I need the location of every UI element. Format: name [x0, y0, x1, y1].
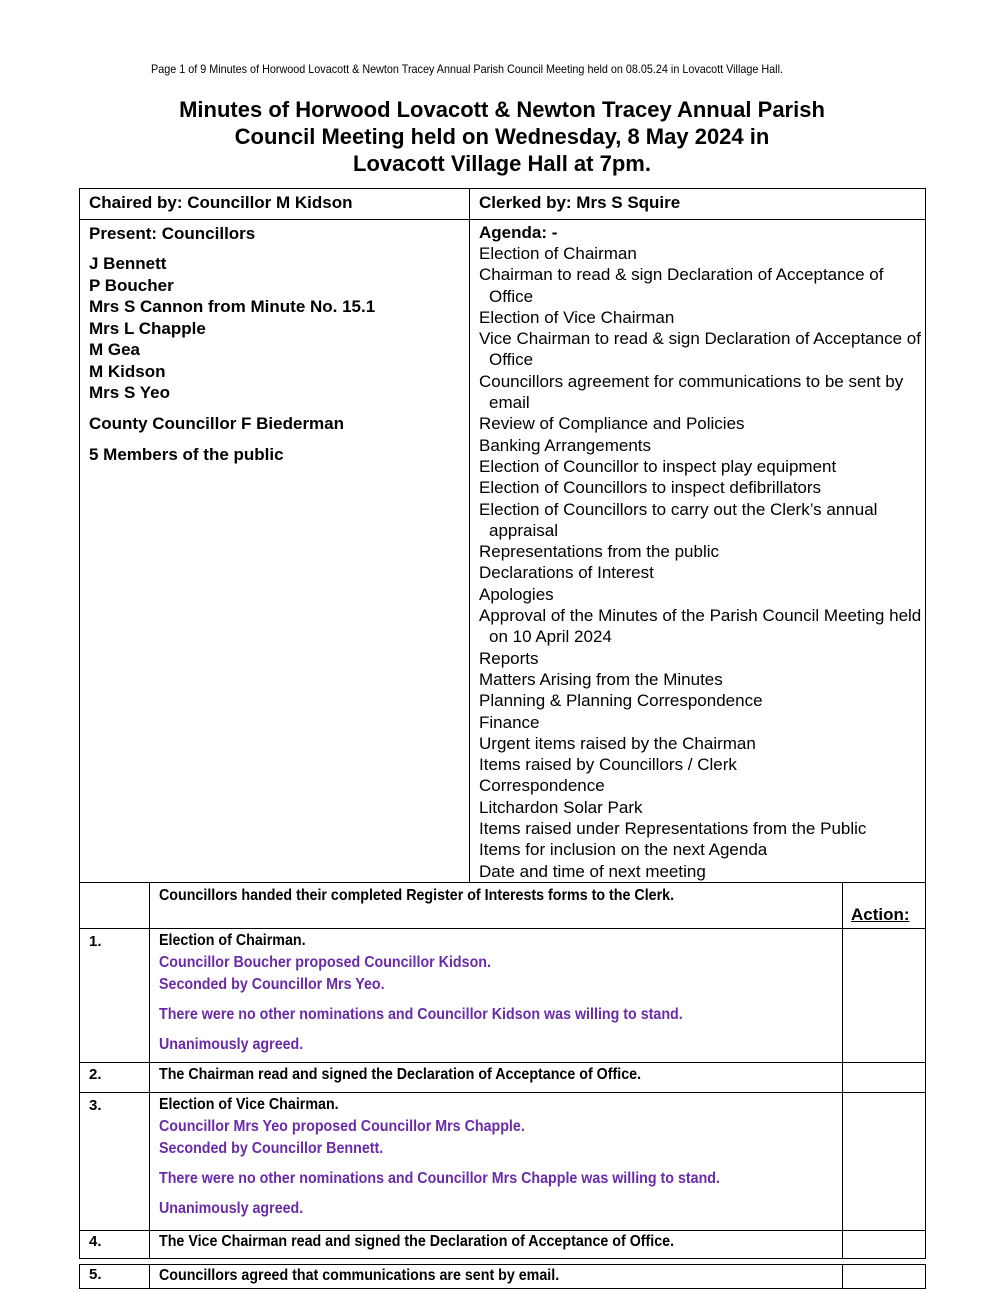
minute-line: Councillor Boucher proposed Councillor Kidson. — [159, 954, 491, 971]
agenda-item: Litchardon Solar Park — [479, 797, 643, 817]
action-cell — [843, 929, 926, 1063]
table-row — [80, 1231, 926, 1259]
minute-body — [150, 1063, 843, 1093]
minute-heading: Councillors agreed that communications are sent by email. — [159, 1267, 560, 1284]
action-column-header — [843, 883, 926, 929]
agenda-item: Matters Arising from the Minutes — [479, 669, 723, 689]
agenda-item: Correspondence — [479, 776, 605, 796]
minute-number: 2. — [80, 1063, 150, 1093]
minute-body — [150, 1093, 843, 1231]
agenda-item: Chairman to read & sign Declaration of Acceptance of Office — [479, 265, 884, 306]
minute-line: Seconded by Councillor Bennett. — [159, 1140, 384, 1157]
councillor: M Kidson — [89, 361, 166, 381]
register-note: Councillors handed their completed Register of Interests forms to the Clerk. — [159, 887, 675, 904]
minute-number — [80, 883, 150, 929]
councillor: Mrs L Chapple — [89, 318, 206, 338]
agenda-item: Election of Councillor to inspect play equipment — [479, 456, 837, 476]
agenda-item: Apologies — [479, 584, 554, 604]
action-cell — [843, 1265, 926, 1289]
agenda-item: Review of Compliance and Policies — [479, 414, 745, 434]
action-cell — [843, 1231, 926, 1259]
title-line-1: Minutes of Horwood Lovacott & Newton Tracey Annual Parish — [179, 97, 825, 122]
councillor: Mrs S Yeo — [89, 383, 170, 402]
agenda-item: Election of Vice Chairman — [479, 307, 675, 327]
action-cell — [843, 1093, 926, 1231]
agenda-item: Election of Chairman — [479, 244, 637, 263]
agenda-item: Items for inclusion on the next Agenda — [479, 840, 768, 860]
minutes-table — [79, 882, 926, 1289]
document-title — [100, 96, 904, 177]
present-cell — [80, 220, 470, 883]
members-of-public: 5 Members of the public — [89, 444, 284, 464]
minute-body — [150, 883, 843, 929]
minute-body — [150, 1231, 843, 1259]
agenda-item: Urgent items raised by the Chairman — [479, 733, 756, 753]
minute-heading: Election of Chairman. — [159, 932, 306, 949]
table-row — [80, 929, 926, 1063]
agenda-item: Approval of the Minutes of the Parish Council Meeting held on 10 April 2024 — [479, 606, 922, 647]
agenda-cell — [470, 220, 926, 883]
minute-heading: The Chairman read and signed the Declaration of Acceptance of Office. — [159, 1066, 642, 1083]
action-cell — [843, 1063, 926, 1093]
agenda-title: Agenda: - — [479, 223, 558, 242]
table-row — [80, 883, 926, 929]
page-header: Page 1 of 9 Minutes of Horwood Lovacott & Newton Tracey Annual Parish Council Meeting held on 08.05.24 in Lovacott Village Hall. — [151, 62, 783, 76]
agenda-item: Reports — [479, 648, 539, 668]
present-title: Present: Councillors — [89, 224, 256, 243]
councillor: P Boucher — [89, 275, 174, 295]
councillor: M Gea — [89, 340, 141, 359]
attendance-agenda-table — [79, 188, 926, 883]
minute-heading: Election of Vice Chairman. — [159, 1096, 339, 1113]
agenda-item: Date and time of next meeting — [479, 861, 706, 881]
minute-body — [150, 929, 843, 1063]
minute-paragraph: There were no other nominations and Councillor Mrs Chapple was willing to stand. — [159, 1170, 720, 1187]
minute-number: 4. — [80, 1231, 150, 1259]
table-row — [80, 1265, 926, 1289]
table-row — [80, 1063, 926, 1093]
agenda-item: Finance — [479, 712, 540, 732]
agenda-item: Items raised by Councillors / Clerk — [479, 755, 737, 775]
minute-number: 3. — [80, 1093, 150, 1231]
agenda-item: Vice Chairman to read & sign Declaration of Acceptance of Office — [479, 329, 921, 370]
minute-heading: The Vice Chairman read and signed the Declaration of Acceptance of Office. — [159, 1233, 675, 1250]
agenda-item: Election of Councillors to carry out the Clerk’s annual appraisal — [479, 499, 878, 540]
minute-number: 1. — [80, 929, 150, 1063]
agenda-item: Items raised under Representations from the Public — [479, 819, 867, 839]
county-councillor: County Councillor F Biederman — [89, 413, 345, 433]
agenda-item: Banking Arrangements — [479, 435, 651, 455]
minute-line: Seconded by Councillor Mrs Yeo. — [159, 976, 385, 993]
title-line-2: Council Meeting held on Wednesday, 8 May 2024 in — [234, 124, 770, 149]
agenda-item: Representations from the public — [479, 542, 720, 562]
action-label: Action: — [851, 905, 910, 924]
table-row — [80, 1093, 926, 1231]
councillor: J Bennett — [89, 254, 167, 273]
minute-paragraph: There were no other nominations and Councillor Kidson was willing to stand. — [159, 1006, 683, 1023]
minute-body — [150, 1265, 843, 1289]
agenda-item: Councillors agreement for communications to be sent by email — [479, 371, 904, 413]
councillor: Mrs S Cannon from Minute No. 15.1 — [89, 297, 376, 316]
clerked-by: Clerked by: Mrs S Squire — [470, 189, 926, 220]
agenda-item: Declarations of Interest — [479, 563, 654, 583]
agenda-item: Planning & Planning Correspondence — [479, 691, 763, 711]
minute-number: 5. — [80, 1265, 150, 1289]
minute-line: Councillor Mrs Yeo proposed Councillor Mrs Chapple. — [159, 1118, 525, 1135]
minute-paragraph: Unanimously agreed. — [159, 1200, 304, 1217]
chaired-by: Chaired by: Councillor M Kidson — [80, 189, 470, 220]
minute-paragraph: Unanimously agreed. — [159, 1036, 304, 1053]
agenda-item: Election of Councillors to inspect defibrillators — [479, 478, 822, 498]
councillor-list — [89, 253, 469, 404]
agenda-list — [479, 243, 925, 882]
title-line-3: Lovacott Village Hall at 7pm. — [353, 151, 651, 176]
